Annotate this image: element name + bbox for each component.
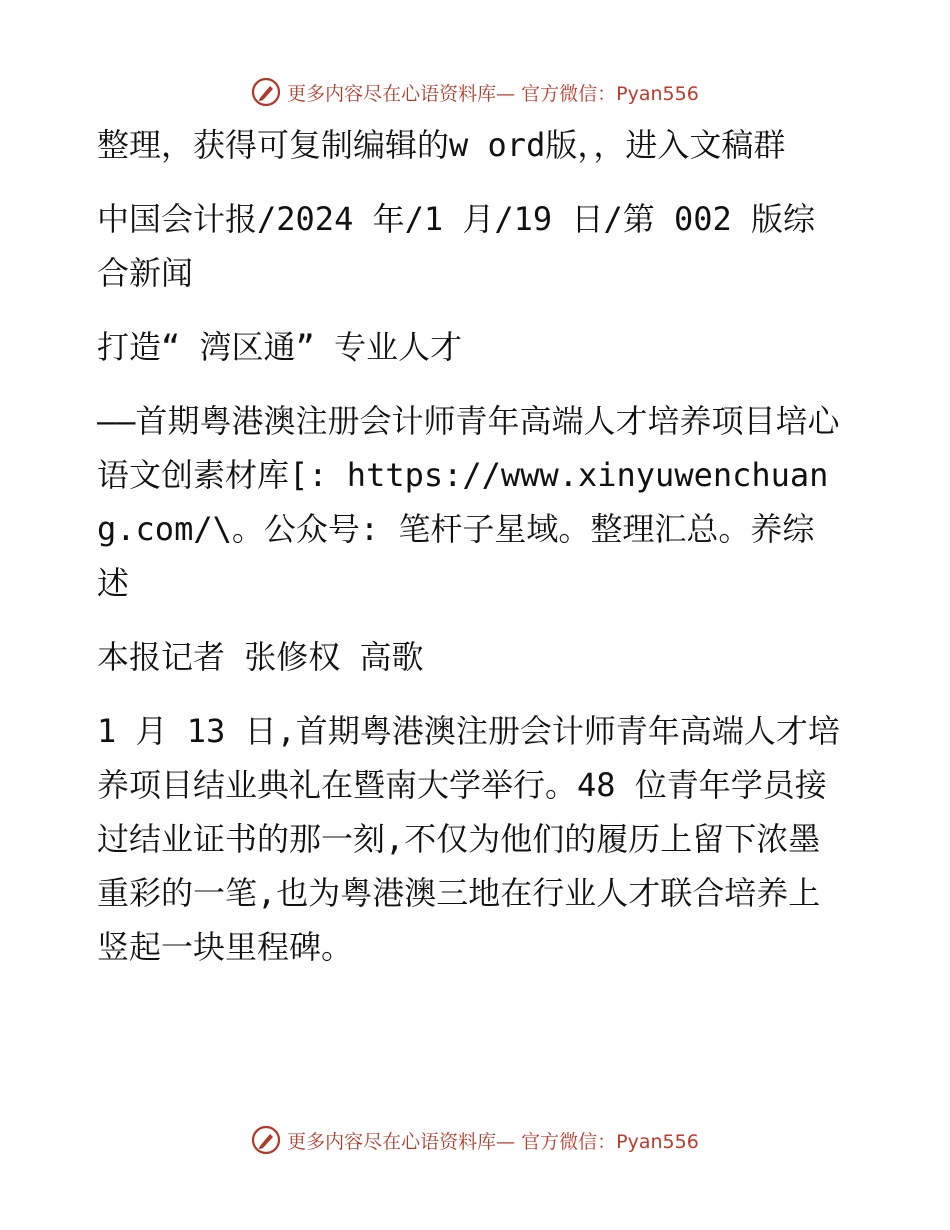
pen-logo-icon xyxy=(251,77,281,107)
article-title: 打造“ 湾区通” 专业人才 xyxy=(97,328,463,366)
footer-banner-content xyxy=(251,1125,699,1155)
header-banner-content xyxy=(251,77,699,107)
header-banner-text: 更多内容尽在心语资料库— xyxy=(287,82,516,105)
footer-banner xyxy=(0,1120,950,1160)
footer-banner-wechat: 官方微信：Pyan556 xyxy=(521,1130,699,1153)
article-body xyxy=(97,118,842,994)
header-banner xyxy=(0,72,950,112)
paragraph-source-note: 整理，获得可复制编辑的w ord版，，进入文稿群 xyxy=(97,126,786,164)
header-banner-wechat: 官方微信：Pyan556 xyxy=(521,82,699,105)
footer-banner-text: 更多内容尽在心语资料库— xyxy=(287,1130,516,1153)
article-byline: 本报记者 张修权 高歌 xyxy=(97,638,424,676)
pen-logo-icon xyxy=(251,1125,281,1155)
paragraph-body: 1 月 13 日,首期粤港澳注册会计师青年高端人才培养项目结业典礼在暨南大学举行。48 位青年学员接过结业证书的那一刻,不仅为他们的履历上留下浓墨重彩的一笔,也为粤港澳三地在行业人才联合培养上竖起一块里程碑。 xyxy=(97,712,840,966)
paragraph-publication-info: 中国会计报/2024 年/1 月/19 日/第 002 版综合新闻 xyxy=(97,200,816,292)
article-subtitle: ——首期粤港澳注册会计师青年高端人才培养项目培心语文创素材库[: https://www.xinyuwenchuang.com/\。公众号: 笔杆子星域。整理汇总。养综述 xyxy=(97,402,840,602)
